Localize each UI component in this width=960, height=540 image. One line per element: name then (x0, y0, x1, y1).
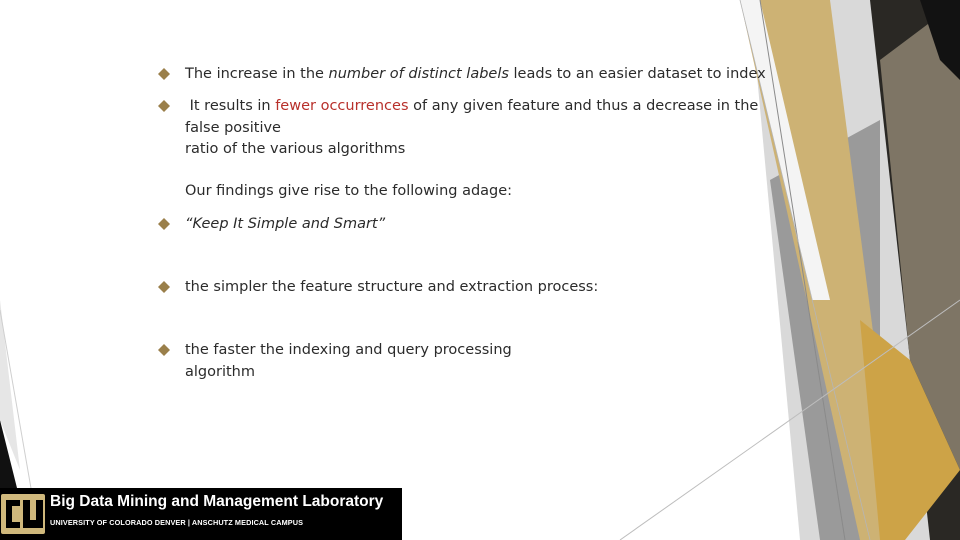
bullet-text: It results in fewer occurrences of any given feature and thus a decrease in the false positive ratio of the various algorithms (185, 98, 759, 157)
diamond-bullet-icon (158, 218, 170, 230)
bullet-item-faster-indexing (158, 340, 512, 383)
diamond-bullet-icon (158, 344, 170, 356)
findings-text: Our findings give rise to the following adage: (185, 183, 513, 199)
diamond-bullet-icon (158, 281, 170, 293)
bullet-text: The increase in the number of distinct labels leads to an easier dataset to index (185, 66, 766, 82)
bullet-item-kiss (158, 214, 385, 236)
bullet-text: the faster the indexing and query processing algorithm (185, 342, 512, 380)
bullet-text: “Keep It Simple and Smart” (185, 216, 386, 232)
diamond-bullet-icon (158, 100, 170, 112)
footer-logo-bar (0, 488, 402, 540)
bullet-item-fewer-occurrences (158, 96, 758, 161)
lab-name: Big Data Mining and Management Laboratory (50, 493, 384, 510)
bullet-item-simpler-feature (158, 277, 598, 299)
bullet-text: the simpler the feature structure and extraction process: (185, 279, 599, 295)
diamond-bullet-icon (158, 68, 170, 80)
university-name: UNIVERSITY OF COLORADO DENVER | ANSCHUTZ MEDICAL CAMPUS (50, 518, 304, 527)
cu-logo-icon (0, 490, 46, 538)
bullet-item-distinct-labels (158, 64, 766, 86)
